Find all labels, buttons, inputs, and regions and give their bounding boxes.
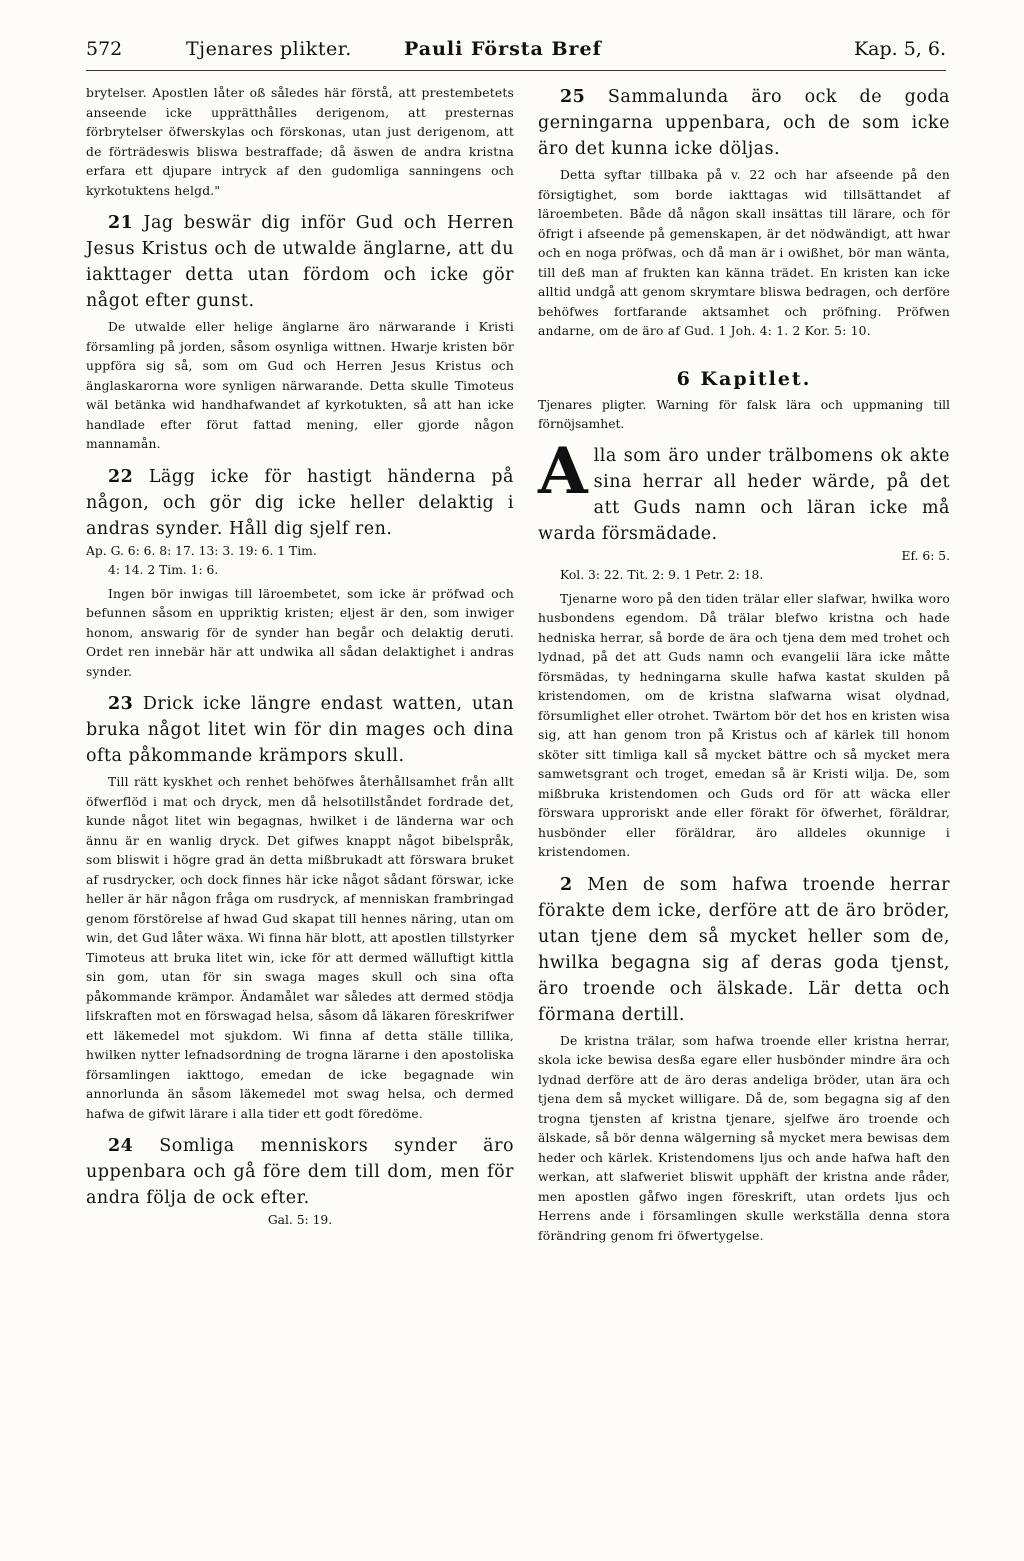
- verse-text: Jag beswär dig inför Gud och Herren Jesus Kristus och de utwalde änglarne, att du iakttager detta utan fördom och icke gör något efter gunst.: [86, 213, 514, 311]
- commentary-paragraph: De utwalde eller helige änglarne äro närwarande i Kristi församling på jorden, såsom osynliga wittnen. Hwarje kristen bör uppföra sig så, som om Gud och Herren Jesus Kristus och änglaskarorna wore synligen närwarande. Detta skulle Timoteus wäl betänka wid handhafwandet af kyrkotukten, så att han icke handlade efter förut fattad mening, eller gjorde någon mannamån.: [86, 320, 514, 451]
- verse-22: [86, 464, 514, 542]
- verse-text: Drick icke längre endast watten, utan bruka något litet win för din mages och dina ofta påkommande krämpors skull.: [86, 694, 514, 766]
- commentary-paragraph: Tjenarne woro på den tiden trälar eller slafwar, hwilka woro husbondens egendom. Då trälar blefwo kristna och hade hedniska herrar, så borde de ära och tjena dem med trohet och lydnad, på det att Guds namn och evangelii lära icke måtte försmädas, ty hedningarna skulle hafwa kastat skulden på kristendomen, om de kristna slafwarna wisat olydnad, försumlighet eller otrohet. Twärtom bör det hos en kristen wisa sig, att han genom tron på Kristus och af kärlek till honom sköter sitt timliga kall så mycket bättre och så mycket mera samwetsgrant och troget, emedan så är Kristi wilja. De, som mißbruka kristendomen och Guds ord för att wäcka eller förswara upproriskt ande eller förakt för öfwerhet, föräldrar, husbönder eller föräldrar, äro alldeles okunnige i kristendomen.: [538, 591, 950, 859]
- verse-21: [86, 210, 514, 314]
- verse-text: Lägg icke för hastigt händerna på någon, och gör dig icke heller delaktig i andras synder. Håll dig sjelf ren.: [86, 466, 514, 539]
- verse-25: [538, 84, 950, 162]
- verse-24: [86, 1133, 514, 1211]
- verse-number: 24: [108, 1136, 134, 1156]
- right-column: [538, 84, 950, 1246]
- verse-2: [538, 872, 950, 1028]
- drop-cap: A: [538, 433, 588, 509]
- verse-text: Somliga menniskors synder äro uppenbara och gå före dem till dom, men för andra följa de ock efter.: [86, 1136, 514, 1208]
- verse-text: Sammalunda äro ock de goda gerningarna uppenbara, och de som icke äro det kunna icke döljas.: [538, 87, 950, 159]
- commentary-paragraph: Till rätt kyskhet och renhet behöfwes återhållsamhet från allt öfwerflöd i mat och dryck, men då helsotillståndet fordrade det, kunde något litet win begagnas, hwilket i de länderna war och ännu är en wanlig dryck. Det gifwes knappt något bibelspråk, som bliswit i högre grad än detta mißbrukadt att förswara bruket af rusdrycker, och dock finnes här icke något sådant förswar, icke heller är här någon fråga om rusdryck, af menniskan frambringad genom förstörelse af hwad Gud skapat till hennes näring, utan om win, det Gud låter wäxa. Wi finna här blott, att apostlen tillstyrker Timoteus att bruka litet win, icke för att dermed wälluftigt kittla sin gom, utan för sin swaga mages skull och sina ofta påkommande krämpor. Ändamålet war således att dermed stödja lifskraften mot en förswagad helsa, såsom då läkaren föreskrifwer ett läkemedel mot sjukdom. Wi finna af detta ställe tillika, hwilken nytter lefnadsordning de trogna lärarne i den apostoliska församlingen iakttogo, emedan de icke begagnade win annorlunda än såsom läkemedel mot swag helsa, och dermed hafwa de gifwit lärare i alla tider ett godt föredöme.: [86, 775, 514, 1121]
- cross-reference: Gal. 5: 19.: [267, 1213, 333, 1227]
- verse-number: 21: [108, 213, 134, 233]
- chapter-summary: Tjenares pligter. Warning för falsk lära och uppmaning till förnöjsamhet.: [538, 397, 950, 431]
- header-chapter-ref: Kap. 5, 6.: [853, 38, 946, 60]
- commentary-paragraph: Ingen bör inwigas till läroembetet, som icke är pröfwad och befunnen såsom en uppriktig kristen; eljest är den, som inwiger honom, answarig för de synder han begår och delaktig deruti. Ordet ren innebär här att undwika all sådan delaktighet i andras synder.: [86, 586, 514, 679]
- header-rule: [86, 70, 946, 71]
- verse-text: Men de som hafwa troende herrar förakte dem icke, derföre att de äro bröder, utan tjene dem så mycket heller som de, hwilka begagna sig af deras goda tjenst, äro troende och älskade. Lär detta och förmana dertill.: [538, 874, 950, 1025]
- chapter-opening-verse: [538, 433, 950, 547]
- verse-23: [86, 691, 514, 769]
- cross-reference: Kol. 3: 22. Tit. 2: 9. 1 Petr. 2: 18.: [560, 568, 764, 582]
- cross-reference: 4: 14. 2 Tim. 1: 6.: [108, 563, 219, 577]
- cross-reference: Ef. 6: 5.: [901, 548, 950, 563]
- verse-number: 22: [108, 466, 134, 487]
- verse-number: 25: [560, 87, 586, 107]
- running-header: [86, 38, 946, 68]
- commentary-paragraph: Detta syftar tillbaka på v. 22 och har afseende på den försigtighet, som borde iakttagas wid tillsättandet af läroembeten. Både då någon skall insättas till lärare, och för öfrigt i afseende på gemenskapen, är det nödwändigt, att hwar och en noga pröfwas, och då man är i owißhet, bör man wänta, till deß man af frukten kan känna trädet. En kristen kan icke alltid undgå att genom skrymtare bliswa bedragen, och derföre behöfwes fortfarande aktsamhet och pröfning. Pröfwen andarne, om de äro af Gud. 1 Joh. 4: 1. 2 Kor. 5: 10.: [538, 168, 950, 338]
- commentary-paragraph: brytelser. Apostlen låter oß således här förstå, att prestembetets anseende icke upprätthålles derigenom, att presternas förbrytelser öfwerskylas och förskonas, utan just derigenom, att de förträdeswis bliswa bestraffade; då äswen de andra kristna erfara ett djupare intryck af den gudomliga sanningens och kyrkotuktens helgd.": [86, 86, 514, 198]
- commentary-paragraph: De kristna trälar, som hafwa troende eller kristna herrar, skola icke bewisa desßa egare eller husbönder mindre ära och lydnad derföre att de äro deras andeliga bröder, utan ära och tjena dem så mycket willigare. Då de, som begagna sig af den trogna tjensten af kristna tjenare, sjelfwe äro troende och älskade, så bör denna wälgerning så mycket mera bewisas dem heder och kärlek. Kristendomens ljus och ande hafwa haft den werkan, att slafweriet bliswit upphäft der kristna ande råder, men apostlen gåfwo ingen föreskrift, utan ordets ljus och Herrens ande i församlingen skulle werkställa denna stora förändring genom fri öfwertygelse.: [538, 1033, 950, 1243]
- verse-text: lla som äro under trälbomens ok aktе sina herrar all heder wärde, på det att Guds namn och läran icke må warda försmädade.: [538, 445, 950, 544]
- header-book-title: Pauli Första Bref: [404, 38, 602, 60]
- verse-number: 23: [108, 694, 134, 714]
- header-left-title: Tjenares plikter.: [186, 38, 352, 60]
- cross-reference: Ap. G. 6: 6. 8: 17. 13: 3. 19: 6. 1 Tim.: [86, 543, 317, 558]
- left-column: [86, 84, 514, 1231]
- verse-number: 2: [560, 874, 573, 895]
- chapter-title: 6 Kapitlet.: [676, 367, 812, 390]
- page-number: 572: [86, 38, 123, 60]
